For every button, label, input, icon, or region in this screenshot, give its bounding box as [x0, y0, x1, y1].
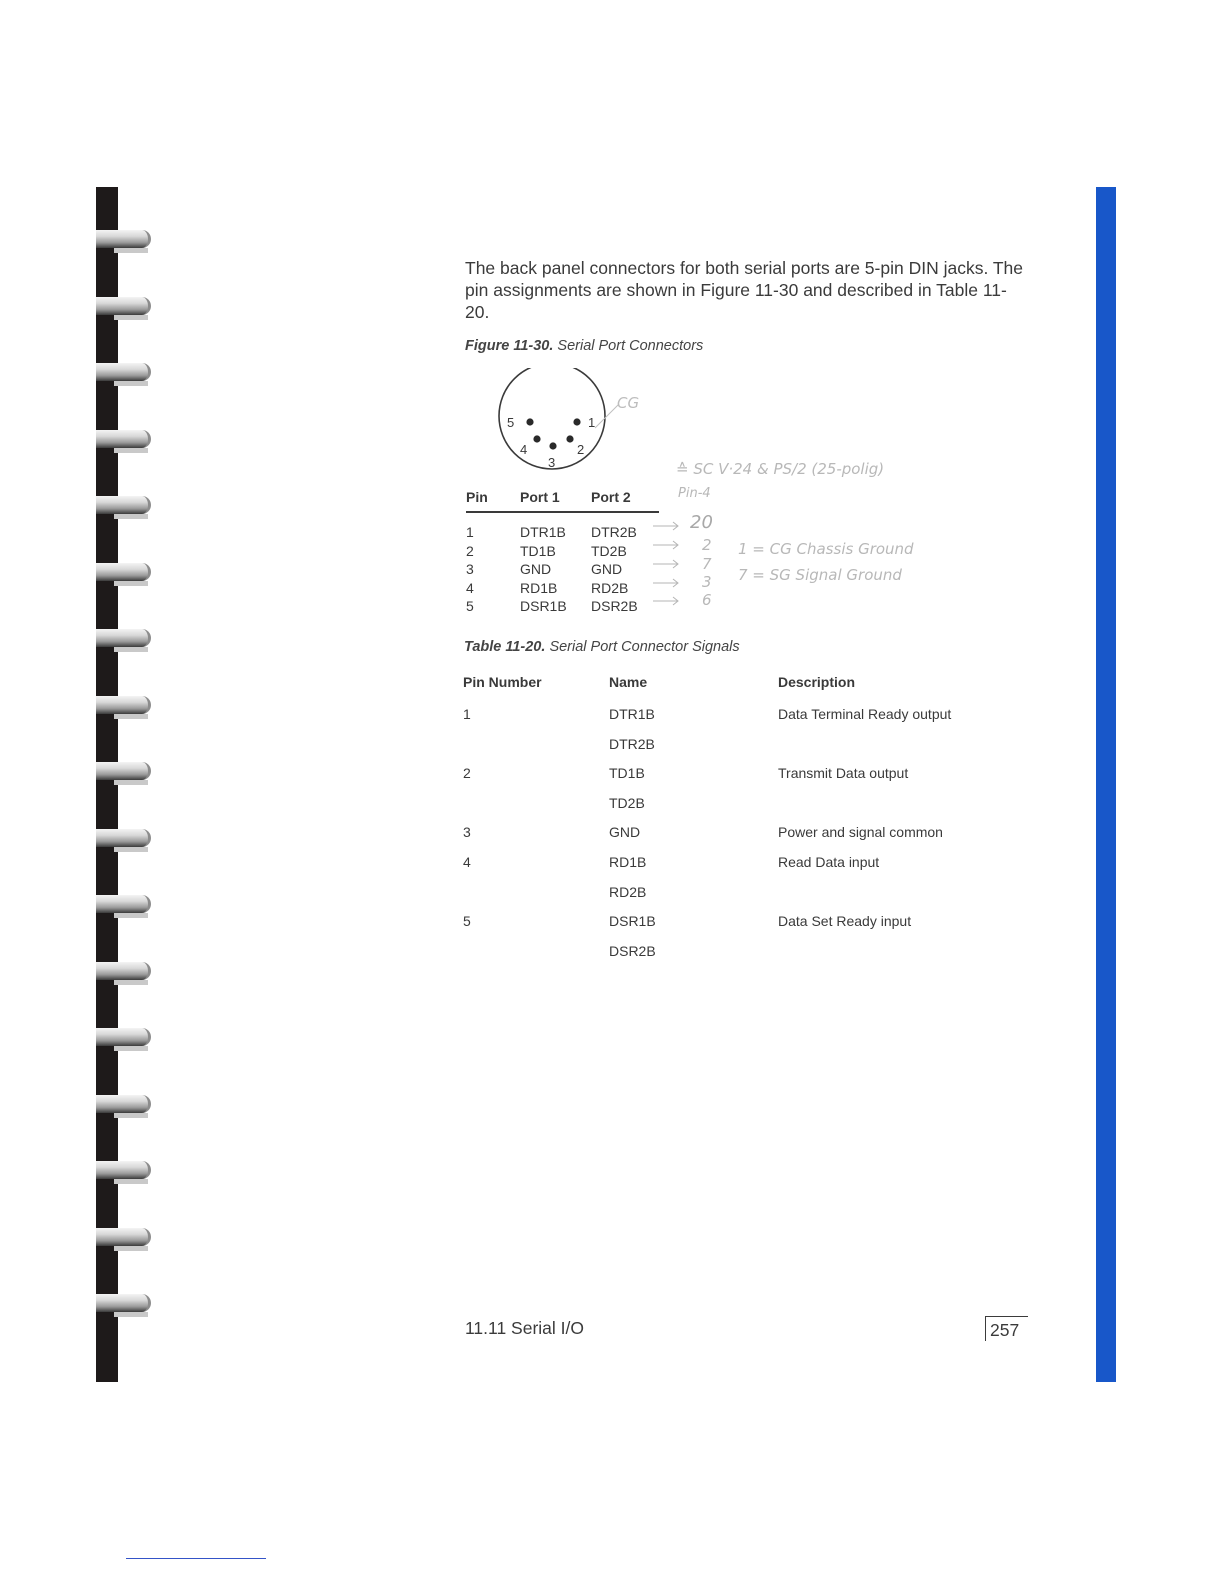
- table-row: [463, 884, 1018, 914]
- signal-pin: 5: [463, 913, 471, 930]
- handwritten-legend-cg: 1 = CG Chassis Ground: [738, 540, 914, 558]
- table-row: [466, 597, 659, 616]
- ring-loop: [96, 1228, 151, 1246]
- figure-number: Figure 11-30.: [465, 338, 554, 354]
- port2-signal: RD2B: [591, 579, 629, 596]
- handwritten-value-1: 20: [690, 512, 713, 533]
- port2-signal: TD2B: [591, 542, 627, 559]
- handwritten-value-4: 3: [702, 573, 712, 591]
- pin-3-dot: [549, 442, 556, 449]
- port1-signal: RD1B: [520, 579, 558, 596]
- pin-table-header-pin: Pin: [466, 489, 520, 512]
- pin-number: 4: [466, 579, 474, 596]
- signal-pin: 4: [463, 853, 471, 870]
- figure-caption: [465, 338, 703, 354]
- bottom-rule: [126, 1558, 266, 1559]
- ring-loop: [96, 230, 151, 248]
- page-number: 257: [985, 1316, 1028, 1341]
- signal-description: Transmit Data output: [778, 765, 909, 782]
- pin-5-dot: [526, 418, 533, 425]
- table-row: [463, 765, 1018, 795]
- signal-pin: 3: [463, 824, 471, 841]
- arrow-pin-3: [653, 560, 678, 568]
- ring-loop: [96, 629, 151, 647]
- ring-loop: [96, 762, 151, 780]
- ring-loop: [96, 1294, 151, 1312]
- port1-signal: DSR1B: [520, 598, 567, 615]
- signal-description: Data Set Ready input: [778, 913, 912, 930]
- cg-note: CG: [617, 394, 640, 412]
- signal-description: Read Data input: [778, 853, 880, 870]
- binding-ring: [96, 1294, 152, 1320]
- port2-signal: DSR2B: [591, 598, 638, 615]
- table-row: [463, 854, 1018, 884]
- ring-shadow: [114, 248, 148, 253]
- ring-shadow: [114, 980, 148, 985]
- ring-loop: [96, 1161, 151, 1179]
- ring-loop: [96, 496, 151, 514]
- pin-4-dot: [533, 435, 540, 442]
- ring-loop: [96, 297, 151, 315]
- ring-loop: [96, 696, 151, 714]
- binding-ring: [96, 829, 152, 855]
- handwritten-value-3: 7: [702, 555, 712, 573]
- header-name: Name: [609, 674, 648, 690]
- binding-ring: [96, 962, 152, 988]
- handwritten-legend-sg: 7 = SG Signal Ground: [738, 566, 902, 584]
- signal-pin: 2: [463, 765, 471, 782]
- signal-table: [463, 672, 1018, 972]
- ring-shadow: [114, 514, 148, 519]
- table-row: [463, 943, 1018, 973]
- binding-ring: [96, 895, 152, 921]
- binding-ring: [96, 762, 152, 788]
- signal-name: GND: [609, 824, 641, 841]
- ring-shadow: [114, 1246, 148, 1251]
- table-row: [466, 560, 659, 579]
- ring-loop: [96, 363, 151, 381]
- port1-signal: GND: [520, 561, 552, 578]
- binding-ring: [96, 1095, 152, 1121]
- ring-loop: [96, 895, 151, 913]
- signal-description: [778, 884, 1018, 914]
- handwritten-pin-note: Pin-4: [678, 486, 711, 501]
- pin-1-dot: [573, 418, 580, 425]
- ring-loop: [96, 1095, 151, 1113]
- section-footer: 11.11 Serial I/O: [465, 1318, 584, 1338]
- signal-name: DSR2B: [609, 942, 656, 959]
- pin-table-header-row: [466, 489, 659, 512]
- cg-pointer-line: [595, 404, 619, 428]
- figure-title: Serial Port Connectors: [557, 338, 704, 354]
- binding-ring: [96, 1228, 152, 1254]
- port2-signal: DTR2B: [591, 524, 637, 541]
- pin-assignment-table: [466, 489, 659, 616]
- binding-ring: [96, 496, 152, 522]
- signal-pin: [463, 736, 609, 766]
- ring-shadow: [114, 1046, 148, 1051]
- arrow-pin-2: [653, 541, 678, 549]
- pin-label-5: 5: [507, 415, 515, 430]
- signal-name: RD2B: [609, 883, 647, 900]
- port2-signal: GND: [591, 561, 623, 578]
- ring-loop: [96, 962, 151, 980]
- signal-pin: [463, 795, 609, 825]
- pin-number: 2: [466, 542, 474, 559]
- table-row: [466, 512, 659, 542]
- pin-number: 3: [466, 561, 474, 578]
- arrow-pin-5: [653, 597, 678, 605]
- signal-description: [778, 943, 1018, 973]
- ring-shadow: [114, 780, 148, 785]
- table-row: [466, 579, 659, 598]
- table-row: [466, 542, 659, 561]
- port1-signal: DTR1B: [520, 524, 566, 541]
- binding-ring: [96, 563, 152, 589]
- pin-label-4: 4: [520, 442, 528, 457]
- intro-paragraph: The back panel connectors for both serial ports are 5-pin DIN jacks. The pin assignments are shown in Figure 11-30 and described in Table 11-20.: [465, 258, 1024, 322]
- signal-description: Power and signal common: [778, 824, 943, 841]
- handwritten-value-5: 6: [702, 591, 712, 609]
- signal-description: [778, 795, 1018, 825]
- pin-label-2: 2: [577, 442, 585, 457]
- pin-number: 1: [466, 524, 474, 541]
- table-caption: [464, 639, 740, 655]
- handwritten-value-2: 2: [702, 536, 712, 554]
- binding-ring: [96, 1161, 152, 1187]
- ring-shadow: [114, 647, 148, 652]
- binding-ring: [96, 363, 152, 389]
- ring-loop: [96, 563, 151, 581]
- signal-table-header-row: [463, 672, 1018, 706]
- pin-label-1: 1: [588, 415, 596, 430]
- header-pin-number: Pin Number: [463, 674, 542, 690]
- binding-ring: [96, 430, 152, 456]
- ring-loop: [96, 829, 151, 847]
- binding-ring: [96, 297, 152, 323]
- din-connector-diagram: [495, 368, 655, 478]
- signal-description: Data Terminal Ready output: [778, 706, 952, 722]
- binding-ring: [96, 696, 152, 722]
- signal-pin: 1: [463, 706, 471, 722]
- table-row: [463, 706, 1018, 736]
- table-number: Table 11-20.: [464, 639, 546, 655]
- binding-ring: [96, 230, 152, 256]
- ring-shadow: [114, 1179, 148, 1184]
- arrow-pin-4: [653, 579, 678, 587]
- binding-ring: [96, 1028, 152, 1054]
- ring-shadow: [114, 448, 148, 453]
- ring-loop: [96, 1028, 151, 1046]
- table-row: [463, 795, 1018, 825]
- table-title: Serial Port Connector Signals: [549, 639, 740, 655]
- ring-shadow: [114, 714, 148, 719]
- port1-signal: TD1B: [520, 542, 556, 559]
- ring-shadow: [114, 847, 148, 852]
- ring-shadow: [114, 1113, 148, 1118]
- pin-2-dot: [566, 435, 573, 442]
- pin-number: 5: [466, 598, 474, 615]
- binding-ring: [96, 629, 152, 655]
- signal-name: TD1B: [609, 765, 645, 782]
- ring-shadow: [114, 913, 148, 918]
- ring-loop: [96, 430, 151, 448]
- ring-shadow: [114, 1312, 148, 1317]
- ring-shadow: [114, 315, 148, 320]
- ring-shadow: [114, 381, 148, 386]
- table-row: [463, 736, 1018, 766]
- arrow-pin-1: [653, 522, 678, 530]
- signal-name: DSR1B: [609, 913, 656, 930]
- ring-shadow: [114, 581, 148, 586]
- signal-name: RD1B: [609, 853, 647, 870]
- table-row: [463, 824, 1018, 854]
- header-description: Description: [778, 674, 856, 690]
- signal-pin: [463, 884, 609, 914]
- handwritten-top-note: ≙ SC V·24 & PS/2 (25-polig): [676, 460, 885, 478]
- signal-name: DTR1B: [609, 706, 655, 722]
- pin-label-3: 3: [548, 455, 556, 470]
- pin-table-header-port2: Port 2: [591, 489, 659, 512]
- table-row: [463, 913, 1018, 943]
- blue-edge-tab: [1096, 187, 1116, 1382]
- signal-name: TD2B: [609, 794, 645, 811]
- signal-description: [778, 736, 1018, 766]
- pin-table-header-port1: Port 1: [520, 489, 591, 512]
- signal-name: DTR2B: [609, 735, 655, 752]
- signal-pin: [463, 943, 609, 973]
